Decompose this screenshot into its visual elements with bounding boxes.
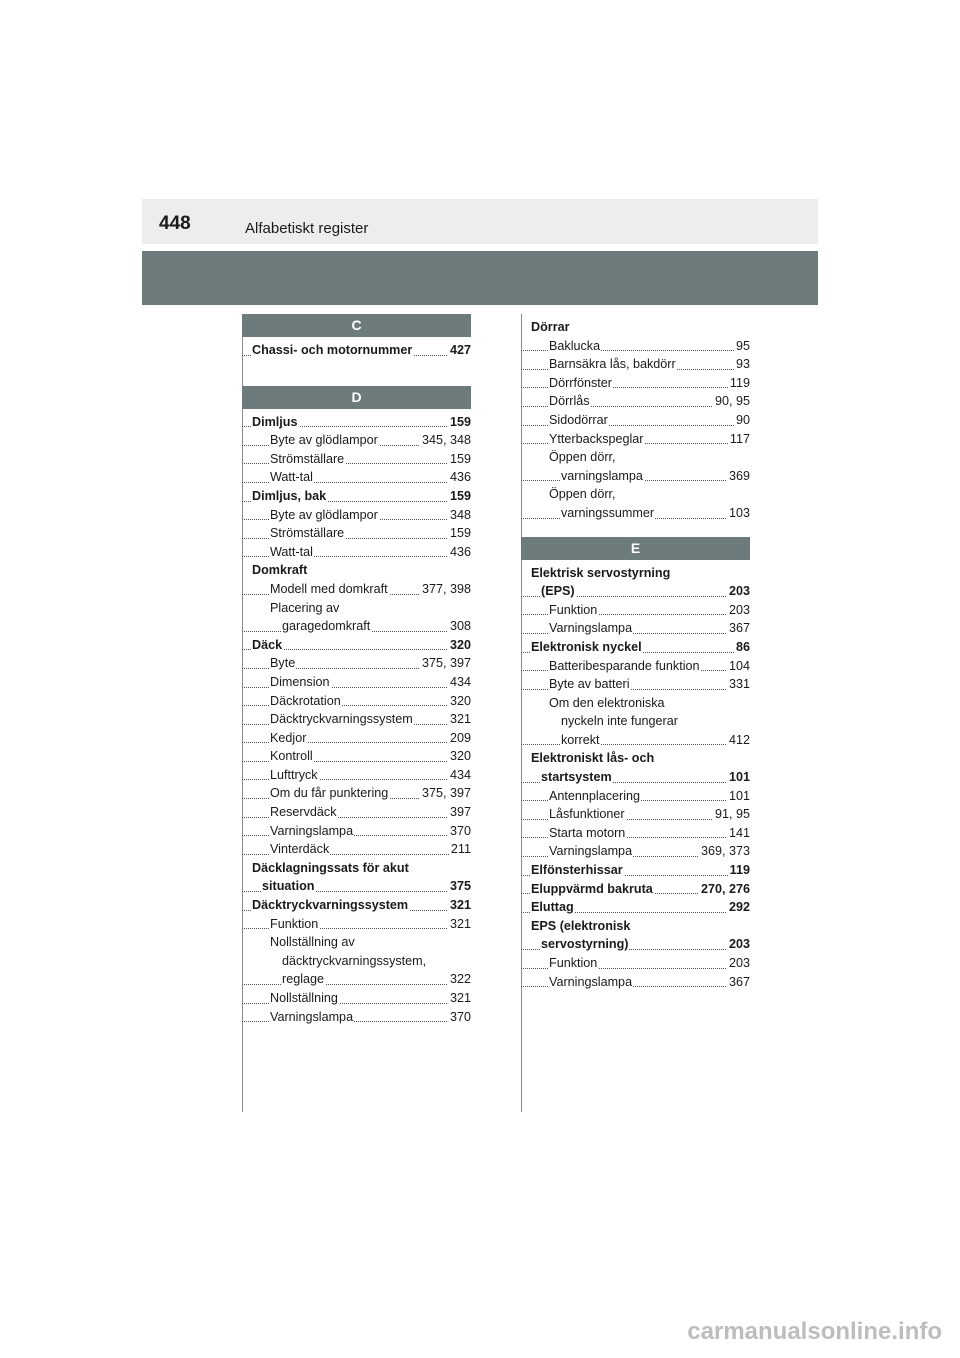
entry-page-ref[interactable]: 159 bbox=[448, 450, 471, 469]
entry-label: Dörrlås bbox=[549, 394, 590, 409]
entry-page-ref[interactable]: 119 bbox=[728, 374, 750, 393]
index-entry[interactable] bbox=[521, 448, 750, 467]
entry-page-ref[interactable]: 211 bbox=[449, 840, 471, 859]
index-entry[interactable] bbox=[521, 392, 750, 411]
entry-label: Om du får punktering bbox=[270, 786, 389, 801]
entry-page-ref[interactable]: 292 bbox=[727, 898, 750, 917]
entry-page-ref[interactable]: 436 bbox=[448, 543, 471, 562]
index-entry[interactable] bbox=[521, 467, 750, 486]
index-entry[interactable] bbox=[521, 504, 750, 523]
entry-label: Strömställare bbox=[270, 451, 345, 466]
entry-page-ref[interactable]: 159 bbox=[448, 413, 471, 432]
entry-label: Nollställning av bbox=[270, 935, 355, 950]
entry-page-ref[interactable]: 434 bbox=[448, 673, 471, 692]
entry-label: servostyrning) bbox=[541, 937, 629, 952]
entry-label: garagedomkraft bbox=[282, 619, 371, 634]
page-header bbox=[142, 199, 818, 244]
entry-label: Kontroll bbox=[270, 749, 313, 764]
index-entry[interactable] bbox=[521, 430, 750, 449]
index-entry-list bbox=[521, 318, 750, 523]
index-entry[interactable] bbox=[242, 952, 471, 971]
entry-page-ref[interactable]: 91, 95 bbox=[713, 805, 750, 824]
index-entry[interactable] bbox=[521, 805, 750, 824]
index-column-left bbox=[242, 314, 471, 1026]
entry-label: Däck bbox=[252, 637, 283, 652]
entry-label: situation bbox=[262, 879, 315, 894]
section-letter-e: E bbox=[521, 537, 750, 560]
index-entry[interactable] bbox=[521, 619, 750, 638]
index-entry[interactable] bbox=[242, 766, 471, 785]
index-entry[interactable] bbox=[521, 485, 750, 504]
page-number: 448 bbox=[159, 213, 191, 234]
entry-page-ref[interactable]: 375, 397 bbox=[420, 784, 471, 803]
index-entry[interactable] bbox=[242, 673, 471, 692]
entry-label: Dimljus, bak bbox=[252, 488, 327, 503]
index-entry[interactable] bbox=[242, 413, 471, 432]
entry-page-ref[interactable]: 397 bbox=[448, 803, 471, 822]
index-column-right bbox=[521, 318, 750, 991]
index-entry[interactable] bbox=[521, 749, 750, 768]
index-entry[interactable] bbox=[242, 729, 471, 748]
entry-label: Antennplacering bbox=[549, 788, 641, 803]
entry-page-ref[interactable]: 320 bbox=[448, 692, 471, 711]
entry-page-ref[interactable]: 367 bbox=[727, 619, 750, 638]
entry-page-ref[interactable]: 209 bbox=[448, 729, 471, 748]
index-entry[interactable] bbox=[521, 917, 750, 936]
entry-label: däcktryckvarningssystem, bbox=[282, 953, 427, 968]
entry-page-ref[interactable]: 320 bbox=[448, 747, 471, 766]
index-entry[interactable] bbox=[521, 657, 750, 676]
index-entry[interactable] bbox=[242, 654, 471, 673]
entry-page-ref[interactable]: 103 bbox=[727, 504, 750, 523]
entry-label: Batteribesparande funktion bbox=[549, 658, 700, 673]
entry-page-ref[interactable]: 321 bbox=[448, 915, 471, 934]
entry-page-ref[interactable]: 159 bbox=[448, 524, 471, 543]
entry-label: Varningslampa bbox=[549, 974, 633, 989]
index-entry[interactable] bbox=[242, 524, 471, 543]
entry-page-ref[interactable]: 93 bbox=[734, 355, 750, 374]
entry-page-ref[interactable]: 101 bbox=[727, 768, 750, 787]
index-entry[interactable] bbox=[521, 564, 750, 583]
entry-page-ref[interactable]: 86 bbox=[734, 638, 750, 657]
entry-label: startsystem bbox=[541, 770, 612, 785]
header-band bbox=[142, 251, 818, 305]
index-entry[interactable] bbox=[521, 898, 750, 917]
entry-label: Låsfunktioner bbox=[549, 807, 625, 822]
index-entry[interactable] bbox=[521, 824, 750, 843]
index-entry[interactable] bbox=[242, 1008, 471, 1027]
entry-label: Eluppvärmd bakruta bbox=[531, 881, 653, 896]
entry-label: Funktion bbox=[549, 602, 598, 617]
dot-leader bbox=[242, 984, 471, 985]
watermark-text: carmanualsonline.info bbox=[687, 1318, 942, 1345]
entry-label: reglage bbox=[282, 972, 325, 987]
index-entry[interactable] bbox=[242, 636, 471, 655]
entry-page-ref[interactable]: 104 bbox=[727, 657, 750, 676]
index-entry[interactable] bbox=[521, 880, 750, 899]
entry-label: Modell med domkraft bbox=[270, 581, 388, 596]
index-entry[interactable] bbox=[242, 617, 471, 636]
entry-label: Varningslampa bbox=[270, 823, 354, 838]
entry-label: Elektroniskt lås- och bbox=[531, 751, 655, 766]
entry-page-ref[interactable]: 370 bbox=[448, 1008, 471, 1027]
index-entry[interactable] bbox=[242, 506, 471, 525]
index-entry[interactable] bbox=[521, 787, 750, 806]
index-entry[interactable] bbox=[242, 877, 471, 896]
entry-page-ref[interactable]: 119 bbox=[728, 861, 750, 880]
entry-page-ref[interactable]: 117 bbox=[728, 430, 750, 449]
index-entry[interactable] bbox=[521, 337, 750, 356]
entry-label: Dimljus bbox=[252, 414, 298, 429]
entry-page-ref[interactable]: 101 bbox=[727, 787, 750, 806]
entry-page-ref[interactable]: 141 bbox=[727, 824, 750, 843]
index-entry[interactable] bbox=[242, 341, 471, 360]
entry-page-ref[interactable]: 375, 397 bbox=[420, 654, 471, 673]
entry-page-ref[interactable]: 321 bbox=[448, 989, 471, 1008]
entry-page-ref[interactable]: 436 bbox=[448, 468, 471, 487]
entry-page-ref[interactable]: 375 bbox=[448, 877, 471, 896]
index-entry[interactable] bbox=[521, 694, 750, 713]
entry-label: Elfönsterhissar bbox=[531, 863, 623, 878]
index-entry[interactable] bbox=[242, 599, 471, 618]
index-entry[interactable] bbox=[521, 973, 750, 992]
index-entry[interactable] bbox=[242, 468, 471, 487]
entry-page-ref[interactable]: 322 bbox=[448, 970, 471, 989]
entry-label: Om den elektroniska bbox=[549, 695, 665, 710]
entry-page-ref[interactable]: 345, 348 bbox=[420, 431, 471, 450]
entry-label: Nollställning bbox=[270, 991, 338, 1005]
entry-page-ref[interactable]: 367 bbox=[727, 973, 750, 992]
index-entry[interactable] bbox=[242, 580, 471, 599]
entry-page-ref[interactable]: 159 bbox=[448, 487, 471, 506]
entry-label: Byte av glödlampor bbox=[270, 507, 378, 522]
index-entry[interactable] bbox=[242, 933, 471, 952]
entry-label: Funktion bbox=[270, 916, 319, 931]
entry-label: varningssummer bbox=[561, 505, 655, 520]
index-entry[interactable] bbox=[521, 318, 750, 337]
entry-label: (EPS) bbox=[541, 584, 575, 599]
entry-page-ref[interactable]: 203 bbox=[727, 582, 750, 601]
entry-label: Lufttryck bbox=[270, 767, 318, 782]
entry-label: Baklucka bbox=[549, 338, 601, 353]
entry-label: Barnsäkra lås, bakdörr bbox=[549, 357, 676, 372]
index-entry[interactable] bbox=[242, 450, 471, 469]
entry-page-ref[interactable]: 90, 95 bbox=[713, 392, 750, 411]
entry-label: Kedjor bbox=[270, 730, 307, 745]
entry-label: Dimension bbox=[270, 674, 330, 689]
entry-label: Däckrotation bbox=[270, 693, 341, 708]
entry-label: Domkraft bbox=[252, 563, 308, 578]
entry-label: Watt-tal bbox=[270, 470, 313, 485]
index-entry-list bbox=[521, 564, 750, 992]
entry-page-ref[interactable]: 434 bbox=[448, 766, 471, 785]
index-entry[interactable] bbox=[521, 731, 750, 750]
entry-label: Öppen dörr, bbox=[549, 487, 616, 502]
entry-label: Däcklagningssats för akut bbox=[252, 860, 409, 875]
entry-label: Däcktryckvarningssystem bbox=[270, 712, 413, 727]
page-title: Alfabetiskt register bbox=[245, 220, 369, 237]
entry-label: Varningslampa bbox=[549, 621, 633, 636]
entry-page-ref[interactable]: 331 bbox=[727, 675, 750, 694]
index-entry[interactable] bbox=[242, 803, 471, 822]
index-entry[interactable] bbox=[242, 747, 471, 766]
entry-label: Varningslampa bbox=[270, 1009, 354, 1024]
entry-label: Strömställare bbox=[270, 526, 345, 541]
entry-page-ref[interactable]: 90 bbox=[734, 411, 750, 430]
index-entry[interactable] bbox=[242, 822, 471, 841]
index-entry[interactable] bbox=[242, 692, 471, 711]
index-entry[interactable] bbox=[521, 712, 750, 731]
entry-page-ref[interactable]: 377, 398 bbox=[420, 580, 471, 599]
index-entry[interactable] bbox=[521, 638, 750, 657]
index-entry[interactable] bbox=[521, 374, 750, 393]
entry-label: Varningslampa bbox=[549, 844, 633, 859]
entry-label: Starta motorn bbox=[549, 825, 626, 840]
index-entry-list bbox=[242, 341, 471, 360]
entry-label: Watt-tal bbox=[270, 544, 313, 559]
entry-label: Funktion bbox=[549, 956, 598, 970]
entry-label: Elektronisk nyckel bbox=[531, 639, 642, 654]
entry-label: varningslampa bbox=[561, 468, 643, 483]
entry-label: korrekt bbox=[561, 732, 600, 747]
entry-page-ref[interactable]: 369 bbox=[727, 467, 750, 486]
index-entry[interactable] bbox=[521, 675, 750, 694]
entry-label: Chassi- och motornummer bbox=[252, 343, 413, 357]
index-entry[interactable] bbox=[521, 935, 750, 954]
index-entry[interactable] bbox=[242, 970, 471, 989]
entry-label: Dörrar bbox=[531, 320, 570, 334]
entry-page-ref[interactable]: 370 bbox=[448, 822, 471, 841]
entry-label: Reservdäck bbox=[270, 805, 337, 820]
entry-label: Byte bbox=[270, 656, 296, 671]
index-entry-list bbox=[242, 413, 471, 1027]
entry-page-ref[interactable]: 348 bbox=[448, 506, 471, 525]
entry-page-ref[interactable]: 412 bbox=[727, 731, 750, 750]
entry-label: EPS (elektronisk bbox=[531, 918, 631, 933]
entry-page-ref[interactable]: 427 bbox=[448, 341, 471, 360]
index-entry[interactable] bbox=[521, 842, 750, 861]
index-entry[interactable] bbox=[521, 601, 750, 620]
dot-leader bbox=[521, 744, 750, 745]
entry-page-ref[interactable]: 203 bbox=[727, 935, 750, 954]
entry-page-ref[interactable]: 270, 276 bbox=[699, 880, 750, 899]
index-entry[interactable] bbox=[242, 915, 471, 934]
section-gap bbox=[521, 523, 750, 537]
entry-page-ref[interactable]: 308 bbox=[448, 617, 471, 636]
index-entry[interactable] bbox=[242, 784, 471, 803]
entry-label: Placering av bbox=[270, 600, 340, 615]
index-entry[interactable] bbox=[521, 582, 750, 601]
index-entry[interactable] bbox=[242, 896, 471, 915]
entry-label: Ytterbackspeglar bbox=[549, 431, 644, 446]
index-entry[interactable] bbox=[242, 710, 471, 729]
index-entry[interactable] bbox=[242, 487, 471, 506]
watermark bbox=[0, 1318, 960, 1346]
index-entry[interactable] bbox=[521, 411, 750, 430]
index-entry[interactable] bbox=[521, 954, 750, 973]
index-entry[interactable] bbox=[242, 543, 471, 562]
entry-page-ref[interactable]: 95 bbox=[734, 337, 750, 356]
entry-page-ref[interactable]: 203 bbox=[727, 601, 750, 620]
index-entry[interactable] bbox=[242, 561, 471, 580]
section-gap bbox=[242, 360, 471, 386]
entry-label: Däcktryckvarningssystem bbox=[252, 898, 409, 913]
entry-label: nyckeln inte fungerar bbox=[561, 714, 678, 729]
section-letter-c: C bbox=[242, 314, 471, 337]
index-entry[interactable] bbox=[242, 859, 471, 878]
entry-label: Byte av glödlampor bbox=[270, 433, 378, 448]
entry-label: Vinterdäck bbox=[270, 842, 330, 857]
index-entry[interactable] bbox=[521, 861, 750, 880]
entry-page-ref[interactable]: 321 bbox=[448, 896, 471, 915]
section-letter-d: D bbox=[242, 386, 471, 409]
entry-page-ref[interactable]: 369, 373 bbox=[699, 842, 750, 861]
index-entry[interactable] bbox=[242, 989, 471, 1008]
entry-page-ref[interactable]: 321 bbox=[448, 710, 471, 729]
entry-label: Öppen dörr, bbox=[549, 450, 616, 465]
entry-label: Dörrfönster bbox=[549, 375, 612, 390]
entry-label: Byte av batteri bbox=[549, 677, 630, 692]
entry-label: Sidodörrar bbox=[549, 412, 608, 427]
index-entry[interactable] bbox=[242, 431, 471, 450]
entry-label: Elektrisk servostyrning bbox=[531, 565, 671, 580]
entry-page-ref[interactable]: 203 bbox=[727, 954, 750, 973]
index-entry[interactable] bbox=[521, 768, 750, 787]
index-entry[interactable] bbox=[521, 355, 750, 374]
index-entry[interactable] bbox=[242, 840, 471, 859]
entry-page-ref[interactable]: 320 bbox=[448, 636, 471, 655]
entry-label: Eluttag bbox=[531, 900, 574, 915]
